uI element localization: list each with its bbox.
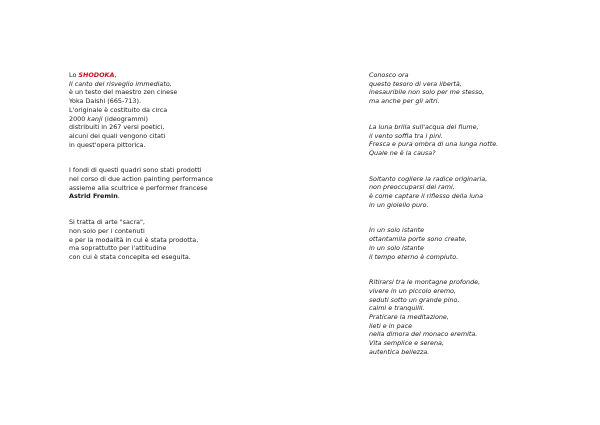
intro-suffix: ,: [114, 71, 117, 79]
poem-line: Praticare la meditazione,: [369, 313, 449, 322]
kanji-word: kanji: [87, 114, 103, 123]
poem-line: Soltanto cogliere la radice originaria,: [369, 174, 488, 183]
poem-line: La luna brilla sull'acqua del fiume,: [369, 122, 479, 131]
intro-title-line: [69, 71, 259, 80]
poem-line: ottantamila porte sono create,: [369, 235, 467, 244]
poem-stanza-1: [369, 71, 559, 106]
fondi-line: I fondi di questi quadri sono stati prodotti: [69, 166, 202, 175]
poem-line: lieti e in pace: [369, 321, 413, 330]
intro-line: in quest'opera pittorica.: [69, 140, 146, 149]
fondi-paragraph: [69, 166, 259, 201]
poem-line: Fresca e pura ombra di una lunga notte.: [369, 140, 499, 149]
intro-line: distribuiti in 267 versi poetici,: [69, 123, 165, 132]
arte-line: non solo per i contenuti: [69, 226, 145, 235]
poem-line: ma anche per gli altri.: [369, 97, 440, 106]
poem-stanza-2: [369, 123, 559, 158]
shodoka-title: SHODOKA: [78, 71, 115, 79]
intro-line: è un testo del maestro zen cinese: [69, 88, 178, 97]
intro-line: Yoka Daishi (665-713).: [69, 97, 142, 106]
poem-line: in un gioiello puro.: [369, 200, 429, 209]
arte-line: ma soprattutto per l'attitudine: [69, 244, 167, 253]
poem-line: In un solo istante: [369, 226, 425, 235]
poem-line: Conosco ora: [369, 71, 409, 79]
poem-line: inesauribile non solo per me stesso,: [369, 88, 485, 97]
artist-line: [69, 192, 259, 201]
poem-line: seduti sotto un grande pino,: [369, 295, 460, 304]
intro-paragraph: [69, 71, 259, 149]
arte-line: e per la modalità in cui è stata prodotta,: [69, 235, 199, 244]
poem-stanza-3: [369, 175, 559, 210]
intro-line: L'originale è costituito da circa: [69, 105, 168, 114]
canto-subtitle: Il canto del risveglio immediato,: [69, 79, 172, 88]
fondi-line: assieme alla scultrice e performer francese: [69, 183, 208, 192]
left-column: [69, 71, 259, 262]
fondi-line: nel corso di due action painting performance: [69, 175, 213, 184]
arte-paragraph: [69, 218, 259, 262]
kanji-post: (ideogrammi): [102, 114, 149, 123]
poem-line: nella dimora del monaco eremita.: [369, 330, 478, 339]
arte-line: con cui è stata concepita ed eseguita.: [69, 252, 191, 261]
poem-line: Ritirarsi tra le montagne profonde,: [369, 278, 481, 287]
poem-stanza-5: [369, 278, 559, 356]
poem-line: vivere in un piccolo eremo,: [369, 286, 456, 295]
poem-line: calmi e tranquilli.: [369, 304, 425, 313]
poem-line: Vita semplice e serena,: [369, 339, 444, 348]
artist-suffix: .: [117, 192, 120, 201]
poem-line: non preoccuparsi dei rami,: [369, 183, 455, 192]
intro-prefix: Lo: [69, 71, 79, 79]
intro-kanji-line: [69, 115, 259, 124]
poem-line: il vento soffia tra i pini.: [369, 131, 443, 140]
poem-line: il tempo eterno è compiuto.: [369, 252, 459, 261]
poem-line: è come captare il riflesso della luna: [369, 192, 483, 201]
poem-line: questo tesoro di vera libertà,: [369, 79, 462, 88]
poem-line: Quale ne è la causa?: [369, 148, 436, 157]
arte-line: Si tratta di arte "sacra",: [69, 218, 145, 227]
kanji-pre: 2000: [69, 114, 88, 123]
artist-name: Astrid Fremin: [69, 192, 118, 201]
poem-line: in un solo istante: [369, 243, 424, 252]
intro-line: alcuni dei quali vengono citati: [69, 131, 166, 140]
right-column: [369, 71, 559, 357]
poem-line: autentica bellezza.: [369, 347, 430, 356]
poem-stanza-4: [369, 226, 559, 261]
